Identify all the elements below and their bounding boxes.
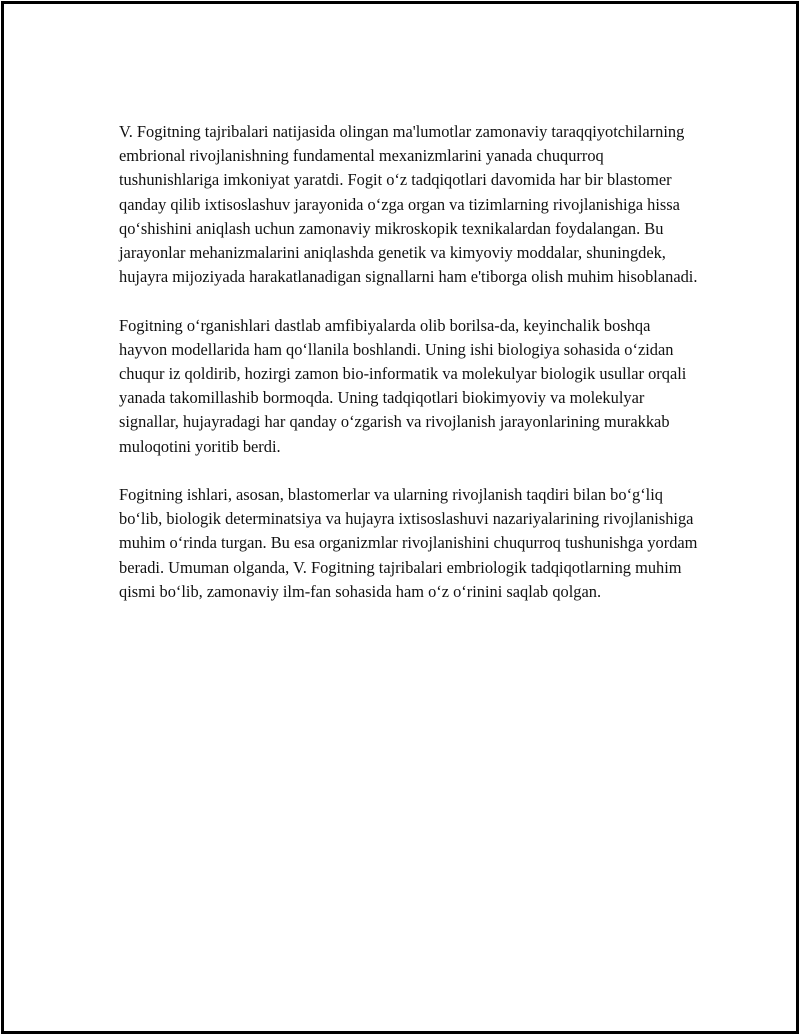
paragraph-2: Fogitning o‘rganishlari dastlab amfibiyalarda olib borilsa-da, keyinchalik boshqa hayvon modellarida ham qo‘llanila boshlandi. Uning ishi biologiya sohasida o‘zidan chuqur iz qoldirib, hozirgi zamon bio-informatik va molekulyar biologik usullar orqali yanada takomillashib bormoqda. Uning tadqiqotlari biokimyoviy va molekulyar signallar, hujayradagi har qanday o‘zgarish va rivojlanish jarayonlarining murakkab muloqotini yoritib berdi. xyxy=(119,315,687,456)
paragraph-1: V. Fogitning tajribalari natijasida olingan ma'lumotlar zamonaviy taraqqiyotchilarning embrional rivojlanishning fundamental mexanizmlarini yanada chuqurroq tushunishlariga imkoniyat yaratdi. Fogit o‘z tadqiqotlari davomida har bir blastomer qanday qilib ixtisoslashuv jarayonida o‘zga organ va tizimlarning rivojlanishiga hissa qo‘shishini aniqlash uchun zamonaviy mikroskopik texnikalardan foydalangan. Bu jarayonlar mehanizmalarini aniqlashda genetik va kimyoviy moddalar, shuningdek, hujayra mijoziyada harakatlanadigan signallarni ham e'tiborga olish muhim hisoblanadi. xyxy=(119,122,698,287)
paragraph-3: Fogitning ishlari, asosan, blastomerlar va ularning rivojlanish taqdiri bilan bo‘g‘liq bo‘lib, biologik determinatsiya va hujayra ixtisoslashuvi nazariyalarining rivojlanishiga muhim o‘rinda turgan. Bu esa organizmlar rivojlanishini chuqurroq tushunishga yordam beradi. Umuman olganda, V. Fogitning tajribalari embriologik tadqiqotlarning muhim qismi bo‘lib, zamonaviy ilm-fan sohasida ham o‘z o‘rinini saqlab qolgan. xyxy=(119,485,698,601)
document-body xyxy=(119,120,699,628)
page-frame xyxy=(1,1,799,1034)
